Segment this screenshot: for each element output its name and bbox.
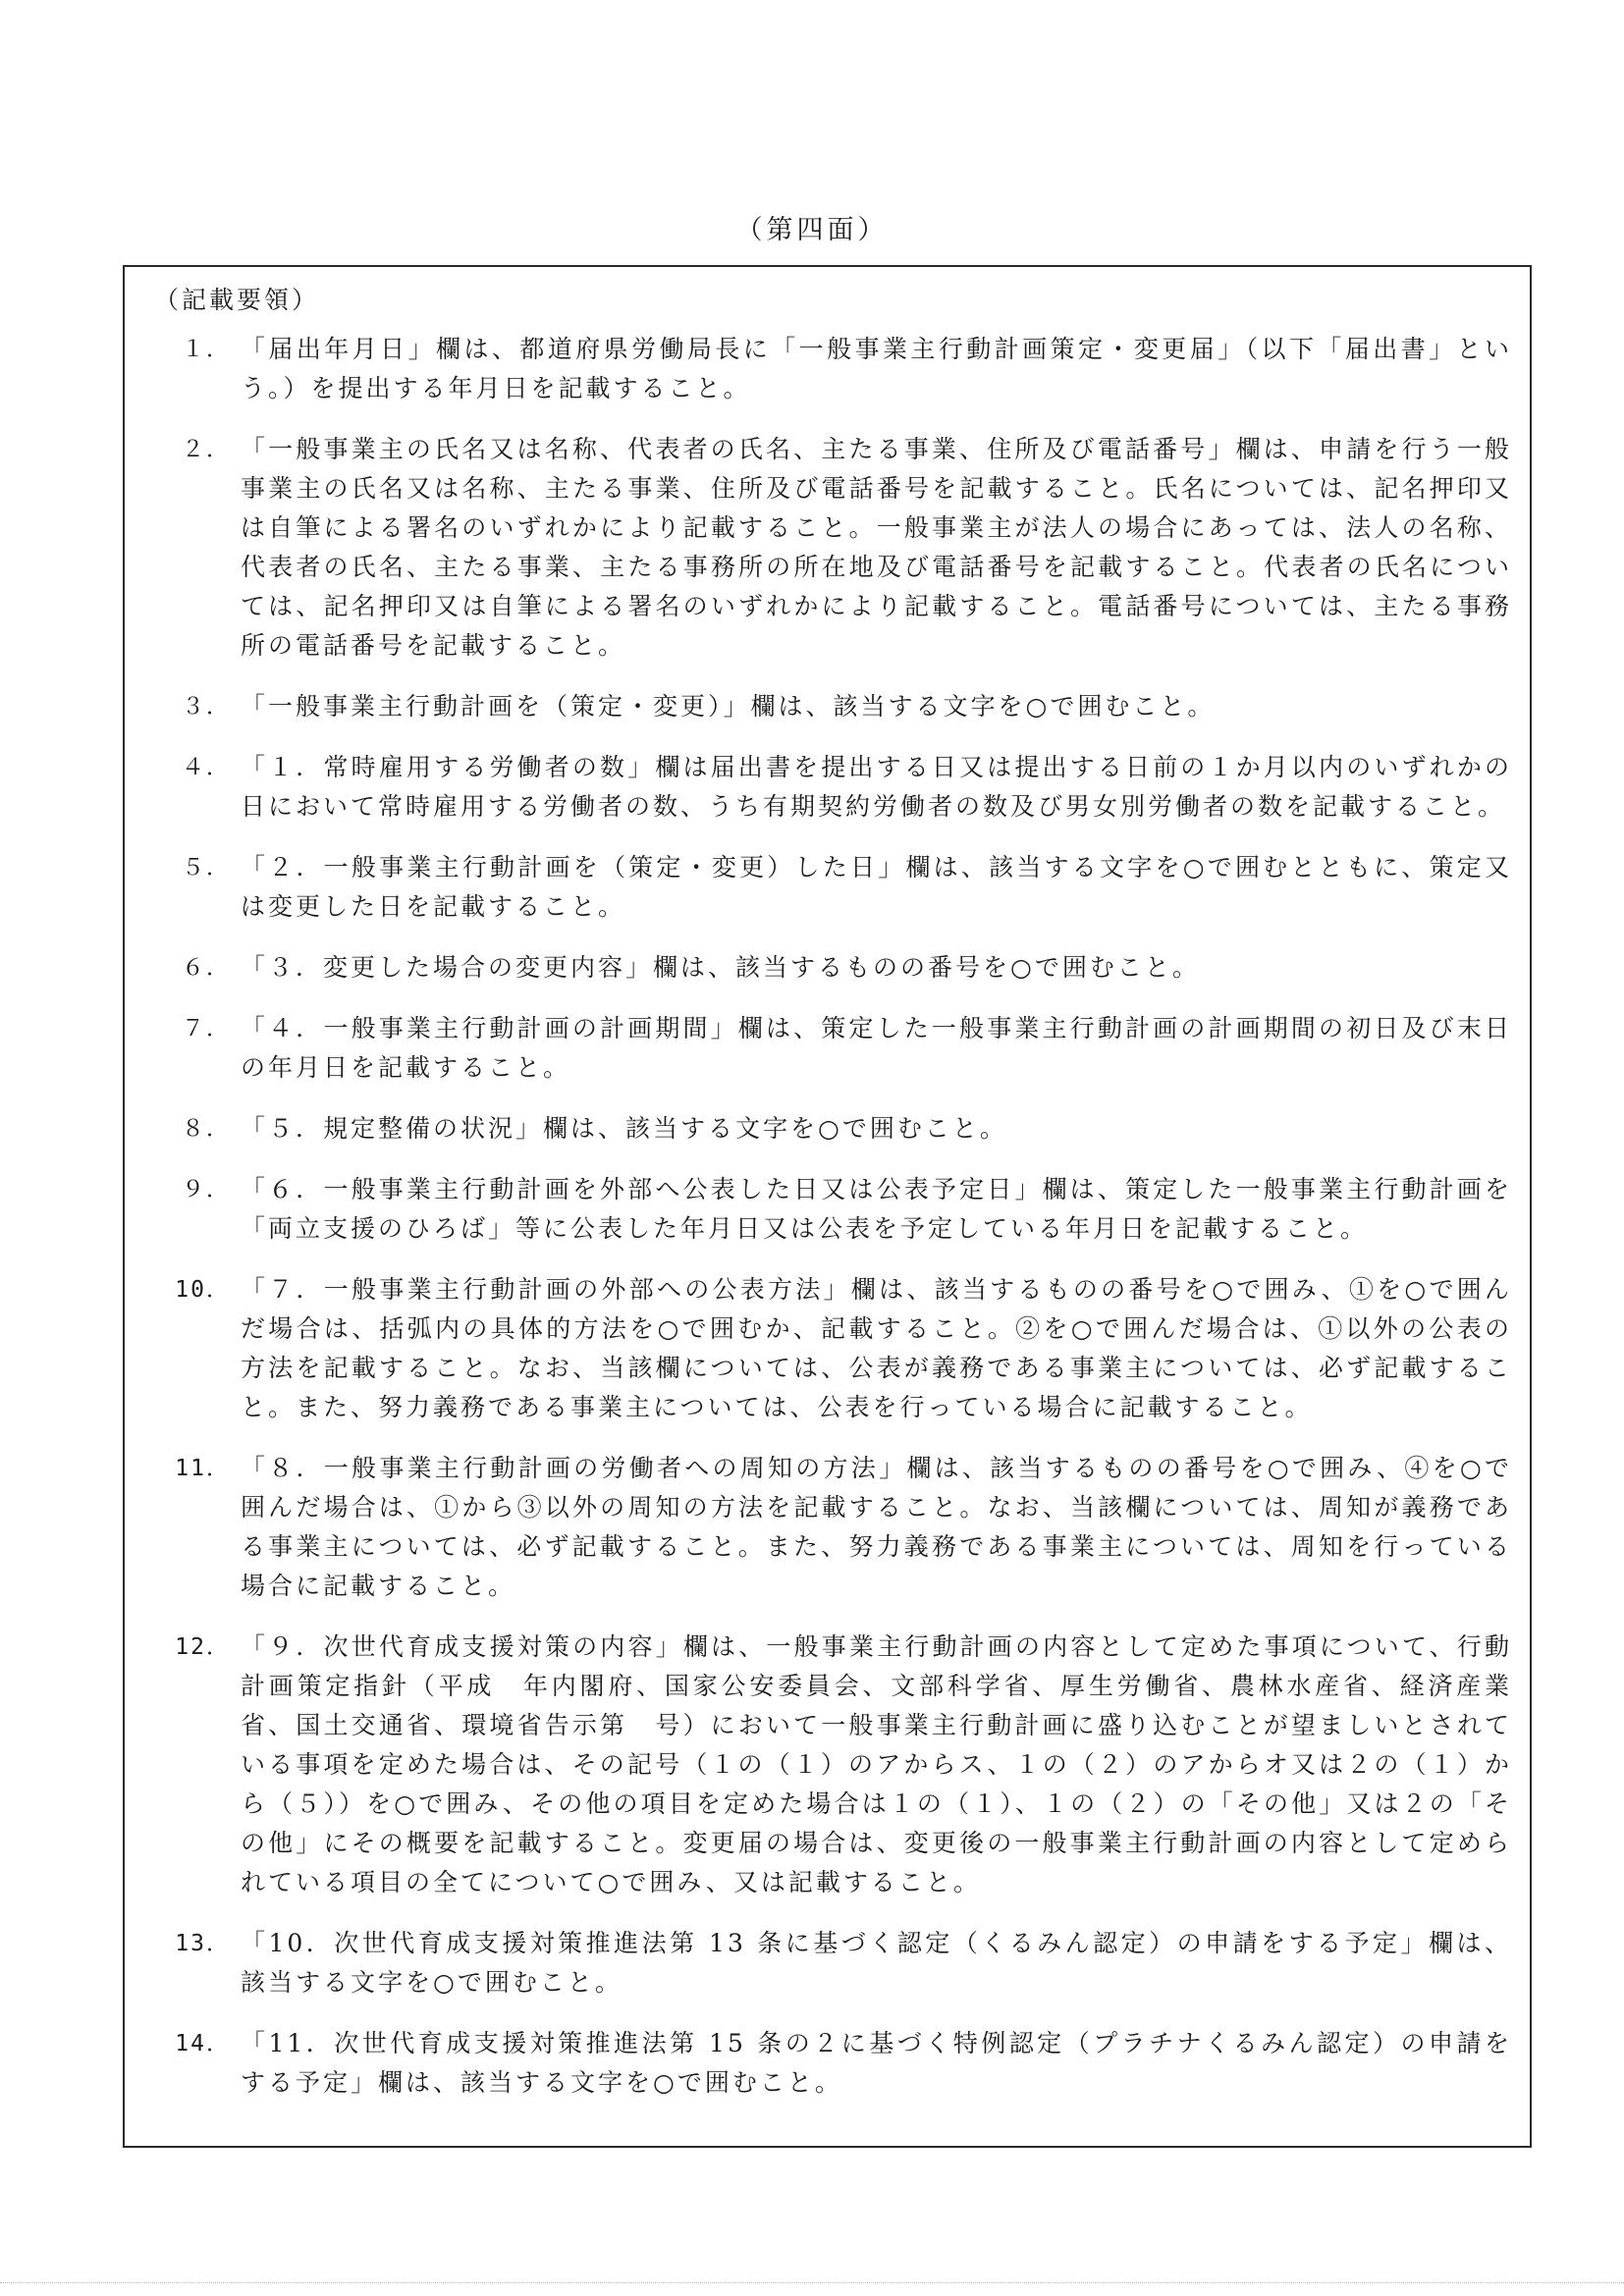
item-number: ４．	[182, 755, 231, 780]
item-number: 11．	[175, 1456, 231, 1481]
item-text: 「一般事業主の氏名又は名称、代表者の氏名、主たる事業、住所及び電話番号」欄は、申請を行う一般事業主の氏名又は名称、主たる事業、住所及び電話番号を記載すること。氏名については、記名押印又は自筆による署名のいずれかにより記載すること。一般事業主が法人の場合にあっては、法人の名称、代表者の氏名、主たる事業、主たる事務所の所在地及び電話番号を記載すること。代表者の氏名については、記名押印又は自筆による署名のいずれかにより記載すること。電話番号については、主たる事務所の電話番号を記載すること。	[241, 435, 1512, 660]
item-text: 「６．一般事業主行動計画を外部へ公表した日又は公表予定日」欄は、策定した一般事業主行動計画を「両立支援のひろば」等に公表した年月日又は公表を予定している年月日を記載すること。	[241, 1175, 1512, 1243]
item-number: ３．	[182, 694, 231, 720]
instruction-item-12	[125, 1628, 1530, 1902]
instructions-frame	[123, 265, 1532, 2148]
item-number: ８．	[182, 1116, 231, 1142]
item-text: 「５．規定整備の状況」欄は、該当する文字を○で囲むこと。	[241, 1114, 1007, 1143]
scan-edge-line	[0, 2282, 1624, 2283]
item-number: 10．	[175, 1277, 231, 1303]
item-text: 「届出年月日」欄は、都道府県労働局長に「一般事業主行動計画策定・変更届」（以下「届出書」という。）を提出する年月日を記載すること。	[241, 335, 1512, 402]
item-text: 「10．次世代育成支援対策推進法第 13 条に基づく認定（くるみん認定）の申請をする予定」欄は、該当する文字を○で囲むこと。	[241, 1929, 1512, 1997]
item-text: 「９．次世代育成支援対策の内容」欄は、一般事業主行動計画の内容として定めた事項について、行動計画策定指針（平成 年内閣府、国家公安委員会、文部科学省、厚生労働省、農林水産省、経済産業省、国土交通省、環境省告示第 号）において一般事業主行動計画に盛り込むことが望ましいとされている事項を定めた場合は、その記号（１の（１）のアからス、１の（２）のアからオ又は２の（１）から（５））を○で囲み、その他の項目を定めた場合は１の（１）、１の（２）の「その他」又は２の「その他」にその概要を記載すること。変更届の場合は、変更後の一般事業主行動計画の内容として定められている項目の全てについて○で囲み、又は記載すること。	[241, 1632, 1512, 1896]
instruction-item-5	[125, 848, 1530, 927]
instruction-item-14	[125, 2024, 1530, 2103]
item-text: 「２．一般事業主行動計画を（策定・変更）した日」欄は、該当する文字を○で囲むとともに、策定又は変更した日を記載すること。	[241, 853, 1512, 921]
instruction-item-9	[125, 1170, 1530, 1249]
instruction-item-4	[125, 748, 1530, 827]
item-number: ９．	[182, 1177, 231, 1202]
item-text: 「７．一般事業主行動計画の外部への公表方法」欄は、該当するものの番号を○で囲み、①を○で囲んだ場合は、括弧内の具体的方法を○で囲むか、記載すること。②を○で囲んだ場合は、①以外の公表の方法を記載すること。なお、当該欄については、公表が義務である事業主については、必ず記載すること。また、努力義務である事業主については、公表を行っている場合に記載すること。	[241, 1275, 1512, 1421]
instruction-item-1	[125, 330, 1530, 408]
item-text: 「３．変更した場合の変更内容」欄は、該当するものの番号を○で囲むこと。	[241, 953, 1200, 982]
instruction-list	[125, 330, 1530, 2124]
item-number: 13．	[175, 1931, 231, 1956]
instruction-item-13	[125, 1924, 1530, 2002]
item-text: 「一般事業主行動計画を（策定・変更）」欄は、該当する文字を○で囲むこと。	[241, 692, 1216, 721]
item-text: 「11．次世代育成支援対策推進法第 15 条の２に基づく特例認定（プラチナくるみん認定）の申請をする予定」欄は、該当する文字を○で囲むこと。	[241, 2029, 1512, 2097]
instruction-item-10	[125, 1270, 1530, 1427]
instruction-item-2	[125, 430, 1530, 666]
item-number: 14．	[175, 2031, 231, 2056]
item-text: 「４．一般事業主行動計画の計画期間」欄は、策定した一般事業主行動計画の計画期間の初日及び末日の年月日を記載すること。	[241, 1014, 1512, 1082]
item-number: ６．	[182, 955, 231, 981]
section-title: （記載要領）	[154, 286, 320, 314]
item-number: ５．	[182, 855, 231, 881]
instruction-item-6	[125, 948, 1530, 988]
instruction-item-3	[125, 687, 1530, 726]
item-number: １．	[182, 337, 231, 362]
item-text: 「８．一般事業主行動計画の労働者への周知の方法」欄は、該当するものの番号を○で囲み、④を○で囲んだ場合は、①から③以外の周知の方法を記載すること。なお、当該欄については、周知が義務である事業主については、必ず記載すること。また、努力義務である事業主については、周知を行っている場合に記載すること。	[241, 1454, 1512, 1600]
item-number: ７．	[182, 1016, 231, 1041]
item-text: 「１．常時雇用する労働者の数」欄は届出書を提出する日又は提出する日前の１か月以内のいずれかの日において常時雇用する労働者の数、うち有期契約労働者の数及び男女別労働者の数を記載すること。	[241, 753, 1512, 821]
instruction-item-8	[125, 1109, 1530, 1148]
instruction-item-7	[125, 1009, 1530, 1088]
instruction-item-11	[125, 1449, 1530, 1606]
item-number: ２．	[182, 437, 231, 462]
page-heading: （第四面）	[735, 215, 889, 245]
item-number: 12．	[175, 1634, 231, 1660]
